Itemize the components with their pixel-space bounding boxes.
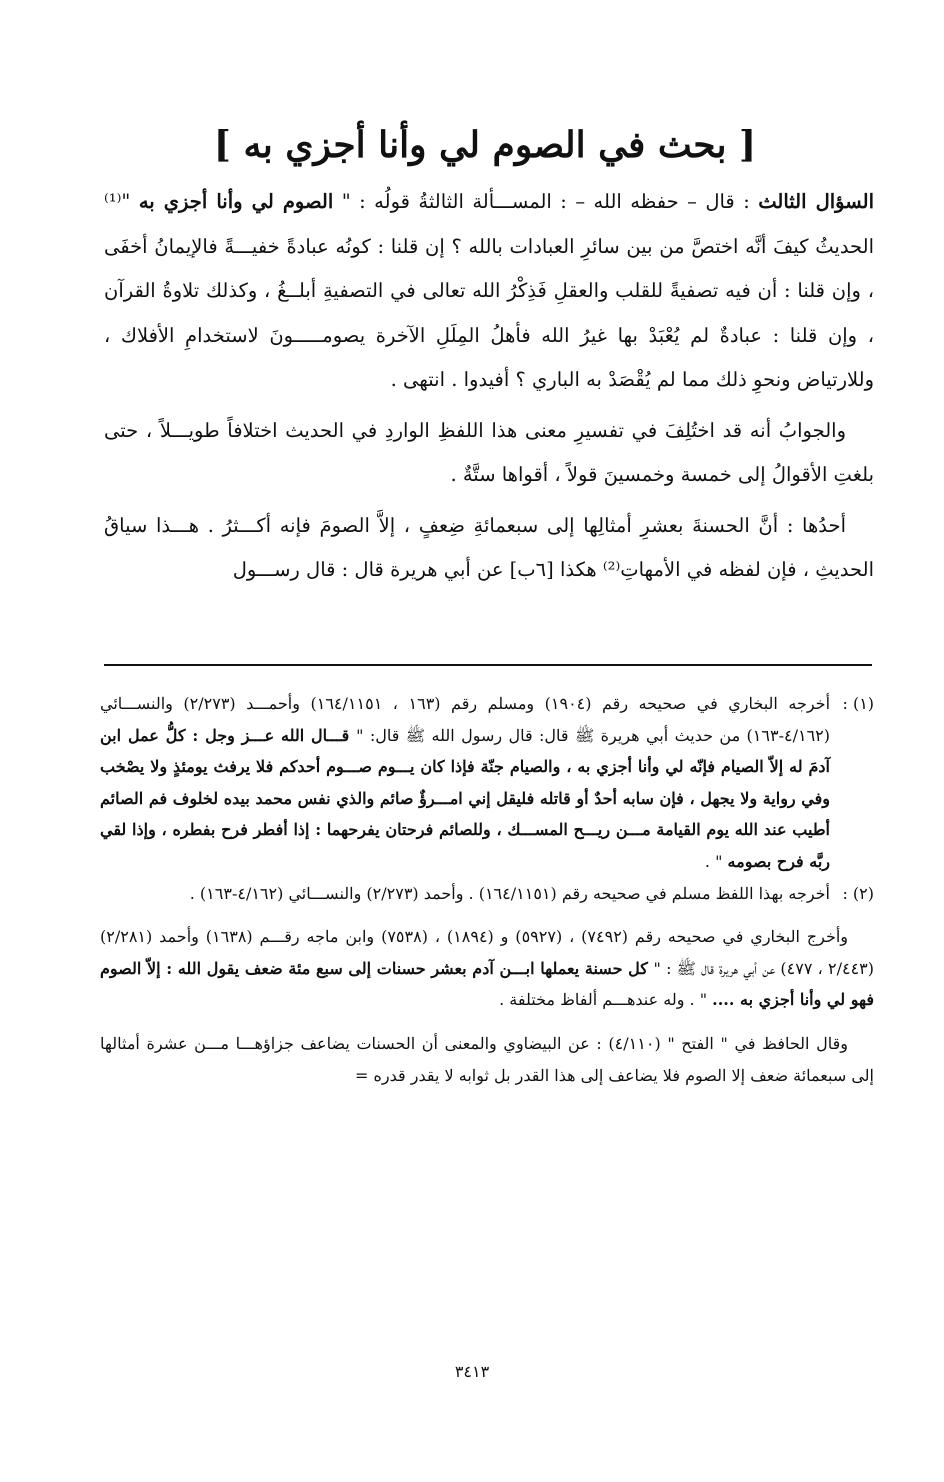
footnote-1-end: " . bbox=[704, 851, 728, 871]
footnote-2-fath: وقال الحافظ في " الفتح " (٤/١١٠) : عن البيضاوي والمعنى أن الحسنات يضاعف جزاؤهـــا مـــن عشرة أمثالها إلى سبعمائة ضعف إلا الصوم فلا يضاعف إلى هذا القدر بل ثوابه لا يقدر قدره = bbox=[100, 1033, 874, 1085]
footnotes bbox=[100, 688, 874, 1091]
footnote-separator bbox=[104, 664, 872, 666]
footnote-2-text: أخرجه بهذا اللفظ مسلم في صحيحه رقم (١٦٤/١١٥١) . وأحمد (٢/٢٧٣) والنســـائي (٤/١٦٢-١٦٣) . bbox=[189, 883, 830, 903]
question-body: "⁽¹⁾ الحديثُ كيفَ أنَّه اختصَّ من بين سائرِ العبادات بالله ؟ إن قلنا : كونُه عبادةً خفيـــةً فالإيمانُ أخفَى ، وإن قلنا : أن فيه تصفيةً للقلب والعقلِ فَذِكْرُ الله تعالى في التصفيةِ أبلــغُ ، وكذلك تلاوةُ القرآن ، وإن قلنا : عبادةٌ لم يُعْبَدْ بها غيرُ الله فأهلُ المِلَلِ الآخرة يصومـــــونَ لاستخدامِ الأفلاك ، وللارتياض ونحوِ ذلك مما لم يُقْصَدْ به الباري ؟ أفيدوا . انتهى . bbox=[104, 190, 874, 391]
answer-paragraph: والجوابُ أنه قد اختُلِفَ في تفسيرِ معنى هذا اللفظِ الواردِ في الحديث اختلافاً طويـــلاً ، حتى بلغتِ الأقوالُ إلى خمسة وخمسينَ قولاً ، أقواها ستَّةٌ . bbox=[104, 418, 874, 486]
page-number: ٣٤١٣ bbox=[454, 1362, 490, 1381]
page-title: [ بحث في الصوم لي وأنا أجزي به ] bbox=[213, 124, 757, 166]
first-opinion-paragraph: أحدُها : أنَّ الحسنةَ بعشرِ أمثالِها إلى سبعمائةِ ضِعفٍ ، إلاَّ الصومَ فإنه أكـــثرُ . هـــذا سياقُ الحديثِ ، فإن لفظه في الأمهاتِ⁽²⁾ هكذا [٦ب] عن أبي هريرة قال : قال رســـول bbox=[104, 513, 874, 581]
question-intro: : قال – حفظه الله – : المســـألة الثالثةُ قولُه : " bbox=[333, 190, 759, 213]
footnote-2-bukhari bbox=[100, 921, 874, 1016]
question-label: السؤال الثالث bbox=[758, 190, 874, 213]
footnote-2-bukhari-text: وأخرج البخاري في صحيحه رقم (٧٤٩٢) ، (٥٩٢٧) و (١٨٩٤) ، (٧٥٣٨) وابن ماجه رقـــم (١٦٣٨) وأحمد (٢/٢٨١) (٢/٤٤٣ ، ٤٧٧) عن أبي هريرة قال ﷺ : " bbox=[100, 927, 875, 978]
footnote-1-number: (١) : bbox=[842, 694, 875, 713]
main-text bbox=[104, 180, 874, 593]
footnote-1 bbox=[100, 688, 874, 878]
footnote-1-hadith: قـــال الله عـــز وجل : كلُّ عمل ابن آدمَ له إلاّ الصيام فإنّه لي وأنا أجزي به ، والصيام جنّة فإذا كان يـــوم صـــوم أحدكم فلا يرفث يومئذٍ ولا يصْخب وفي رواية ولا يجهل ، فإن سابه أحدٌ أو قاتله فليقل إني امـــرؤٌ صائم والذي نفس محمد بيده لخلوف فم الصائم أطيب عند الله يوم القيامة مـــن ريـــح المســـك ، وللصائم فرحتان يفرحهما : إذا أفطر فرح بفطره ، وإذا لقي ربَّه فرح بصومه bbox=[100, 725, 830, 871]
question-paragraph bbox=[104, 180, 874, 403]
footnote-2-bukhari-end: " . وله عندهـــم ألفاظ مختلفة . bbox=[499, 990, 713, 1010]
footnote-1-text: أخرجه البخاري في صحيحه رقم (١٩٠٤) ومسلم رقم (١٦٣ ، ١٦٤/١١٥١) وأحمـــد (٢/٢٧٣) والنســـائي (٤/١٦٢-١٦٣) من حديث أبي هريرة ﷺ قال: قال رسول الله ﷺ قال: " bbox=[100, 694, 831, 745]
footnote-2-hadith: كل حسنة يعملها ابـــن آدم بعشر حسنات إلى سبع مئة ضعف يقول الله : إلاّ الصوم فهو لي وأنا أجزي به .... bbox=[100, 958, 874, 1010]
footnote-2-number: (٢) : bbox=[842, 883, 874, 903]
question-quote: الصوم لي وأنا أجزي به bbox=[138, 190, 334, 213]
footnote-2 bbox=[100, 878, 874, 910]
